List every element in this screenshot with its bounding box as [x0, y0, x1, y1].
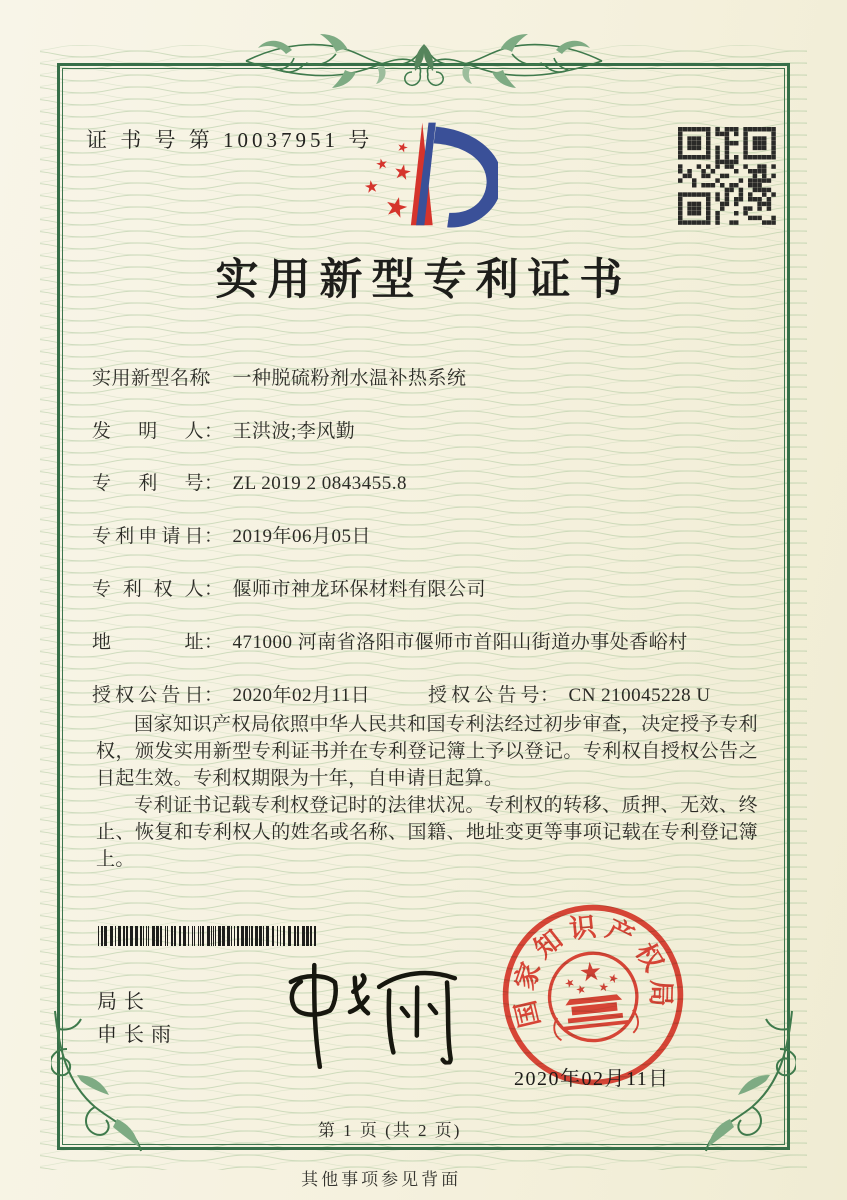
seal-date: 2020年02月11日 — [514, 1068, 670, 1090]
colon: ： — [204, 421, 224, 442]
field-value: 2020年02月11日 — [232, 685, 371, 706]
field-row-inventor — [92, 416, 772, 443]
colon: ： — [204, 579, 224, 600]
field-value: 2019年06月05日 — [232, 526, 372, 547]
page-info: 第 1 页 (共 2 页) — [317, 1121, 462, 1140]
field-label: 授权公告日 — [92, 685, 204, 706]
field-row-name — [92, 363, 772, 390]
field-value: 王洪波;李风勤 — [232, 421, 356, 442]
director-block — [97, 986, 178, 1052]
field-label: 实用新型名称 — [92, 368, 210, 389]
field-label: 授权公告号 — [428, 685, 540, 706]
field-label: 发明人 — [92, 421, 204, 442]
field-row-address — [92, 627, 772, 654]
director-name: 申长雨 — [97, 1024, 178, 1046]
legal-text — [96, 711, 758, 873]
director-signature — [230, 954, 464, 1072]
back-note: 其他事项参见背面 — [301, 1170, 462, 1189]
qr-code — [678, 127, 776, 225]
field-row-grant — [92, 680, 772, 707]
top-scroll-ornament — [244, 30, 604, 104]
field-label: 专利申请日 — [92, 526, 204, 547]
colon: ： — [204, 526, 224, 547]
legal-paragraph-1: 国家知识产权局依照中华人民共和国专利法经过初步审查，决定授予专利权，颁发实用新型专利证书并在专利登记簿上予以登记。专利权自授权公告之日起生效。专利权期限为十年，自申请日起算。 — [96, 714, 758, 789]
director-title: 局长 — [97, 991, 151, 1013]
barcode — [98, 926, 320, 946]
seal-text: 国家知识产权局 — [508, 910, 677, 1031]
certificate-title: 实用新型专利证书 — [215, 257, 632, 304]
colon: ： — [204, 368, 224, 389]
field-value: 一种脱硫粉剂水温补热系统 — [232, 368, 467, 389]
field-value: 471000 河南省洛阳市偃师市首阳山街道办事处香峪村 — [232, 632, 688, 653]
colon: ： — [204, 632, 224, 653]
field-row-patent-no — [92, 468, 772, 495]
certificate-number: 证 书 号 第 10037951 号 — [86, 128, 374, 152]
field-label: 专利号 — [92, 473, 204, 494]
legal-paragraph-2: 专利证书记载专利权登记时的法律状况。专利权的转移、质押、无效、终止、恢复和专利权人的姓名或名称、国籍、地址变更等事项记载在专利登记簿上。 — [96, 795, 758, 870]
ornament-center-leaf — [414, 44, 433, 71]
cnipa-logo — [358, 116, 498, 234]
field-label: 地址 — [92, 632, 204, 653]
grant-number-pair — [428, 680, 711, 707]
logo-blue-bowl — [434, 127, 498, 228]
field-value: 偃师市神龙环保材料有限公司 — [232, 579, 487, 600]
field-value: ZL 2019 2 0843455.8 — [232, 473, 408, 494]
colon: ： — [204, 473, 224, 494]
field-label: 专利权人 — [92, 579, 204, 600]
colon: ： — [540, 685, 560, 706]
field-row-patentee — [92, 574, 772, 601]
field-row-filing-date — [92, 521, 772, 548]
seal-national-emblem — [545, 949, 641, 1045]
colon: ： — [204, 685, 224, 706]
field-value: CN 210045228 U — [568, 685, 711, 706]
